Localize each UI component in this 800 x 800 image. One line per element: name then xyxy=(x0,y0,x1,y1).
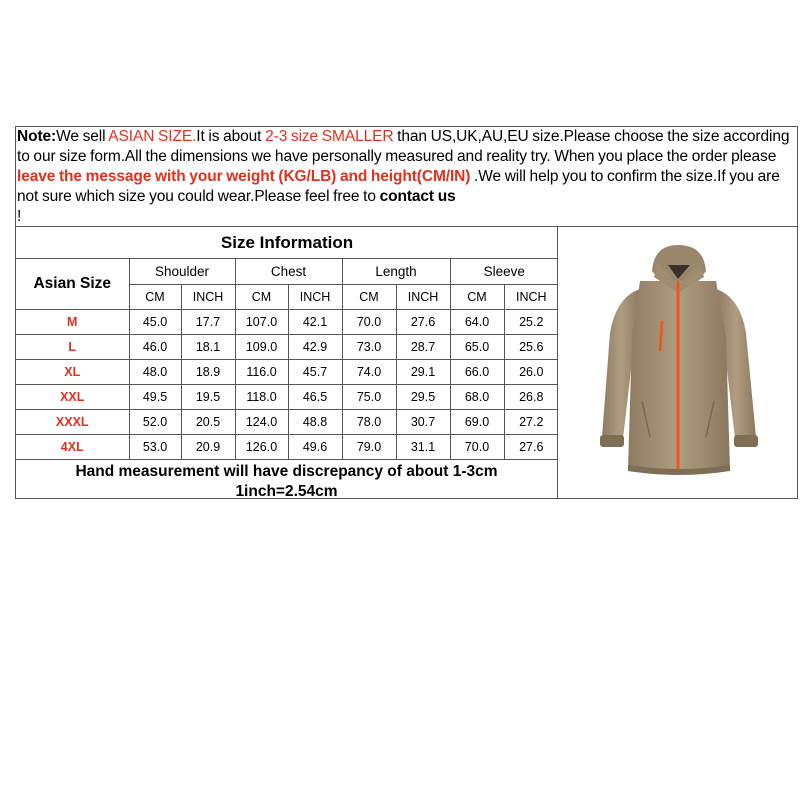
size-chart-panel xyxy=(15,226,798,499)
table-row xyxy=(16,435,558,460)
measurement-cell: 27.2 xyxy=(504,410,558,435)
note-asian-size: ASIAN SIZE. xyxy=(108,128,197,145)
measurement-cell: 109.0 xyxy=(235,335,288,360)
group-header-length: Length xyxy=(342,259,450,285)
measurement-cell: 49.5 xyxy=(129,385,181,410)
table-row xyxy=(16,310,558,335)
measurement-cell: 68.0 xyxy=(450,385,504,410)
measurement-cell: 53.0 xyxy=(129,435,181,460)
note-text-4: .We will help you to confirm the size.If you are not sure which size you could wear.Please feel free to xyxy=(17,168,780,205)
size-label: XXXL xyxy=(16,410,129,435)
measurement-cell: 20.9 xyxy=(181,435,235,460)
unit-header: INCH xyxy=(396,285,450,310)
size-label: L xyxy=(16,335,129,360)
measurement-cell: 25.6 xyxy=(504,335,558,360)
measurement-cell: 48.0 xyxy=(129,360,181,385)
measurement-cell: 118.0 xyxy=(235,385,288,410)
table-row xyxy=(16,360,558,385)
note-smaller: 2-3 size SMALLER xyxy=(265,128,394,145)
size-label: 4XL xyxy=(16,435,129,460)
measurement-cell: 42.1 xyxy=(288,310,342,335)
measurement-cell: 19.5 xyxy=(181,385,235,410)
measurement-cell: 73.0 xyxy=(342,335,396,360)
measurement-cell: 25.2 xyxy=(504,310,558,335)
measurement-cell: 78.0 xyxy=(342,410,396,435)
measurement-cell: 45.7 xyxy=(288,360,342,385)
measurement-cell: 17.7 xyxy=(181,310,235,335)
table-footer xyxy=(16,460,557,502)
measurement-cell: 18.9 xyxy=(181,360,235,385)
unit-header: INCH xyxy=(288,285,342,310)
product-image-pane xyxy=(558,227,797,498)
size-label: M xyxy=(16,310,129,335)
measurement-cell: 29.1 xyxy=(396,360,450,385)
measurement-cell: 42.9 xyxy=(288,335,342,360)
size-label: XXL xyxy=(16,385,129,410)
note-text-5: ! xyxy=(17,208,22,225)
note-contact: contact us xyxy=(379,188,456,205)
measurement-cell: 70.0 xyxy=(342,310,396,335)
unit-header: CM xyxy=(450,285,504,310)
table-title: Size Information xyxy=(16,227,558,259)
size-table xyxy=(16,227,558,460)
measurement-cell: 124.0 xyxy=(235,410,288,435)
table-row xyxy=(16,385,558,410)
measurement-cell: 75.0 xyxy=(342,385,396,410)
measurement-cell: 48.8 xyxy=(288,410,342,435)
measurement-cell: 66.0 xyxy=(450,360,504,385)
measurement-cell: 70.0 xyxy=(450,435,504,460)
measurement-cell: 26.8 xyxy=(504,385,558,410)
unit-header: CM xyxy=(342,285,396,310)
measurement-cell: 126.0 xyxy=(235,435,288,460)
measurement-cell: 28.7 xyxy=(396,335,450,360)
measurement-cell: 27.6 xyxy=(504,435,558,460)
group-header-chest: Chest xyxy=(235,259,342,285)
size-label: XL xyxy=(16,360,129,385)
unit-header: INCH xyxy=(504,285,558,310)
measurement-cell: 116.0 xyxy=(235,360,288,385)
measurement-cell: 18.1 xyxy=(181,335,235,360)
table-row xyxy=(16,335,558,360)
measurement-cell: 30.7 xyxy=(396,410,450,435)
measurement-cell: 26.0 xyxy=(504,360,558,385)
note-text-1: We sell xyxy=(56,128,109,145)
note-leave-message: leave the message with your weight (KG/LB) and height(CM/IN) xyxy=(17,168,471,185)
group-header-sleeve: Sleeve xyxy=(450,259,558,285)
measurement-cell: 65.0 xyxy=(450,335,504,360)
measurement-cell: 107.0 xyxy=(235,310,288,335)
measurement-cell: 27.6 xyxy=(396,310,450,335)
size-note xyxy=(15,126,798,226)
measurement-cell: 31.1 xyxy=(396,435,450,460)
measurement-cell: 69.0 xyxy=(450,410,504,435)
note-text-2: It is about xyxy=(196,128,266,145)
jacket-icon xyxy=(580,241,776,485)
measurement-cell: 74.0 xyxy=(342,360,396,385)
size-table-wrap xyxy=(16,227,558,498)
note-label: Note: xyxy=(17,128,57,145)
measurement-cell: 49.6 xyxy=(288,435,342,460)
measurement-note: Hand measurement will have discrepancy of about 1-3cm xyxy=(75,463,498,480)
measurement-cell: 79.0 xyxy=(342,435,396,460)
unit-header: CM xyxy=(235,285,288,310)
unit-header: CM xyxy=(129,285,181,310)
measurement-cell: 20.5 xyxy=(181,410,235,435)
inch-conversion: 1inch=2.54cm xyxy=(235,483,338,500)
measurement-cell: 52.0 xyxy=(129,410,181,435)
measurement-cell: 46.0 xyxy=(129,335,181,360)
note-text-3: than US,UK,AU,EU size.Please choose the size according to our size form.All the dimensions we have personally measured and reality try. When you place the order please xyxy=(17,128,790,165)
measurement-cell: 29.5 xyxy=(396,385,450,410)
measurement-cell: 45.0 xyxy=(129,310,181,335)
measurement-cell: 64.0 xyxy=(450,310,504,335)
table-row xyxy=(16,410,558,435)
measurement-cell: 46.5 xyxy=(288,385,342,410)
group-header-shoulder: Shoulder xyxy=(129,259,235,285)
asian-size-header: Asian Size xyxy=(16,259,129,310)
unit-header: INCH xyxy=(181,285,235,310)
